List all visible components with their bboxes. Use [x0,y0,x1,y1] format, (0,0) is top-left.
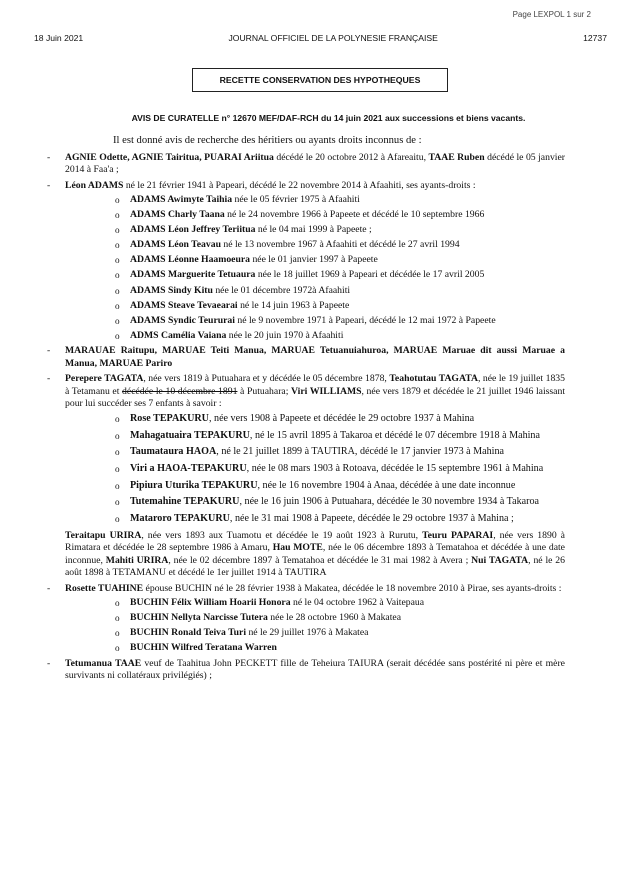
person-name: Mahiti URIRA [105,554,169,566]
entry-detail: née le 28 octobre 1960 à Makatea [267,612,402,624]
section-title-box [192,68,448,92]
entry-detail: , née vers 1893 aux Tuamotu et décédée le 19 août 1923 à Rurutu, [141,529,423,541]
heir-item [115,269,565,282]
entry-detail: , née le 08 mars 1903 à Rotoava, décédée le 15 septembre 1961 à Mahina [246,462,544,474]
bullet-marker: o [115,330,120,341]
person-name: BUCHIN Ronald Teiva Turi [130,627,247,639]
person-name: TAAE Ruben [428,151,485,163]
heir-item [115,429,565,443]
person-name: ADAMS Awimyte Taihia [130,194,233,205]
person-name: ADAMS Léon Teavau [130,239,221,251]
entry-detail: née le 01 janvier 1997 à Papeete [250,254,378,266]
entry-detail: , née le 31 mai 1908 à Papeete, décédée le 29 octobre 1937 à Mahina ; [229,512,514,524]
bullet-marker: o [115,430,120,441]
heir-item [115,299,565,313]
heir-item [115,412,565,426]
entries-list [65,152,565,683]
person-name: Pipiura Uturika TEPAKURU [130,479,258,491]
entry-detail: né le 13 novembre 1967 à Afaahiti et décédé le 27 avril 1994 [220,239,460,251]
person-name: BUCHIN Nellyta Narcisse Tutera [130,612,268,624]
entry-detail: , née le 02 décembre 1897 à Tematahoa et décédée le 31 mai 1982 à Avera ; [168,554,472,566]
heir-item [115,329,565,343]
bullet-marker: o [115,240,120,251]
struck-text: décédée le 10 décembre 1891 [122,385,238,397]
entry-text [65,373,565,411]
bullet-marker: o [115,480,120,491]
bullet-marker: o [115,463,120,474]
bullet-marker: o [115,643,120,654]
heir-item [115,254,565,267]
heir-item [115,314,565,328]
entry-detail: , né le 21 juillet 1899 à TAUTIRA, décédé le 17 janvier 1973 à Mahina [216,446,504,458]
succession-entry [65,345,565,370]
person-name: Teahotutau TAGATA [389,373,478,385]
heirs-list [65,194,565,342]
person-name: ADAMS Syndic Teururai [130,314,235,326]
entry-detail: née le 01 décembre 1972à Afaahiti [212,284,351,296]
bullet-marker: o [115,513,120,524]
person-name: Rose TEPAKURU [130,412,209,424]
person-name: Tetumanua TAAE [65,657,142,669]
entry-text [65,152,565,177]
heir-item [115,479,565,493]
journal-header [34,33,607,43]
bullet-marker: o [115,613,120,624]
entry-detail: , né le 26 août 1898 à TETAMANU et décédé le 1er juillet 1914 à TAUTIRA [65,554,565,579]
header-page-number: 12737 [583,33,607,43]
person-name: Mahagatuaira TEPAKURU [130,429,250,441]
intro-text: Il est donné avis de recherche des héritiers ou ayants droits inconnus de : [113,135,422,146]
entry-detail: , née vers 1890 à Rimatara et décédée le 28 septembre 1986 à Amaru, [65,529,565,554]
person-name: Mataroro TEPAKURU [130,512,230,524]
heir-item [115,642,565,655]
person-name: MARAUAE Raitupu, MARUAE Teiti Manua, MARUAE Tetuanuiahuroa, MARUAE Maruae dit aussi Maruae a Manua, MARUAE Pariro [65,345,565,369]
bullet-marker: o [115,285,120,296]
entry-detail: né le 24 novembre 1966 à Papeete et décédé le 10 septembre 1966 [224,209,485,221]
heirs-list [65,597,565,655]
heirs-list [65,413,565,526]
entry-text [65,658,565,683]
person-name: Perepere TAGATA [65,373,144,385]
entry-detail: né le 04 mai 1999 à Papeete ; [255,224,372,236]
entry-detail: , née vers 1819 à Putuahara et y décédée le 05 décembre 1878, [143,373,390,385]
avis-title: AVIS DE CURATELLE n° 12670 MEF/DAF-RCH du 14 juin 2021 aux successions et biens vacants. [131,113,526,123]
person-name: BUCHIN Félix William Hoarii Honora [130,597,291,609]
header-journal-title: JOURNAL OFFICIEL DE LA POLYNESIE FRANÇAISE [228,33,438,43]
entry-detail: , née vers 1879 et décédée le 21 juillet 1946 laissant pour lui succéder ses 7 enfants à savoir : [65,385,566,410]
entry-detail: , née le 06 décembre 1893 à Tematahoa et décédée à une date inconnue, [65,542,565,566]
bullet-marker: o [115,497,120,508]
person-name: Hau MOTE [272,542,323,554]
entry-text [65,180,565,193]
bullet-marker: o [115,447,120,458]
bullet-marker: o [115,210,120,221]
heir-item [115,597,565,610]
person-name: Teuru PAPARAI [422,529,494,541]
person-name: ADAMS Marguerite Tetuaura [130,269,256,281]
entry-detail: née le 05 février 1975 à Afaahiti [232,194,360,205]
bullet-marker: o [115,225,120,236]
bullet-marker: o [115,628,120,639]
person-name: ADAMS Sindy Kitu [130,284,213,296]
person-name: ADMS Camélia Vaiana [130,329,227,341]
succession-entry [65,530,565,580]
bullet-marker: o [115,315,120,326]
person-name: Léon ADAMS [65,179,124,191]
bullet-marker: o [115,300,120,311]
bullet-marker: o [115,195,120,205]
entry-detail: , née le 16 novembre 1904 à Anaa, décédée à une date inconnue [257,479,516,491]
entry-detail: , née le 16 juin 1906 à Putuahara, décédée le 30 novembre 1934 à Takaroa [239,496,540,508]
document-body [65,135,565,686]
heir-item [115,627,565,640]
bullet-marker: o [115,413,120,424]
heir-item [115,224,565,237]
entry-detail: décédé le 05 janvier 2014 à Faa'a ; [65,151,566,175]
succession-entry [65,658,565,683]
entry-detail: , née vers 1908 à Papeete et décédée le 29 octobre 1937 à Mahina [208,412,475,424]
entry-detail: né le 9 novembre 1971 à Papeari, décédé le 12 mai 1972 à Papeete [234,314,496,326]
entry-text [65,345,565,370]
entry-detail: , né le 15 avril 1895 à Takaroa et décédé le 07 décembre 1918 à Mahina [249,429,540,441]
entry-detail: née le 20 juin 1970 à Afaahiti [226,329,344,341]
heir-item [115,284,565,298]
person-name: Viri WILLIAMS [291,385,362,397]
section-title: RECETTE CONSERVATION DES HYPOTHEQUES [219,75,421,85]
succession-entry [65,373,565,525]
entry-detail: décédé le 20 octobre 2012 à Afareaitu, [273,151,429,163]
heir-item [115,239,565,252]
entry-text [65,530,565,580]
header-date: 18 Juin 2021 [34,33,84,43]
succession-entry [65,583,565,655]
entry-detail: né le 21 février 1941 à Papeari, décédé le 22 novembre 2014 à Afaahiti, ses ayants-droits : [123,179,476,191]
entry-detail: veuf de Taahitua John PECKETT fille de Teheiura TAIURA (serait décédée sans postérité ni père et mère survivants ni collatéraux privilégiés) ; [65,657,565,682]
heir-item [115,209,565,222]
entry-detail: né le 14 juin 1963 à Papeete [237,299,350,311]
person-name: Rosette TUAHINE [65,582,144,594]
person-name: AGNIE Odette, AGNIE Tairitua, PUARAI Ariitua [65,151,274,163]
person-name: ADAMS Léonne Haamoeura [130,254,251,266]
entry-detail: né le 29 juillet 1976 à Makatea [246,627,369,639]
bullet-marker: o [115,270,120,281]
person-name: ADAMS Charly Taana [130,209,225,221]
person-name: Teraitapu URIRA [65,529,142,541]
entry-detail: née le 18 juillet 1969 à Papeari et décédée le 17 avril 2005 [255,269,485,281]
person-name: Taumataura HAOA [130,446,217,458]
entry-detail: épouse BUCHIN né le 28 février 1938 à Makatea, décédée le 18 novembre 2010 à Pirae, ses ayants-droits : [143,582,562,594]
entry-detail: né le 04 octobre 1962 à Vaitepaua [290,597,425,609]
heir-item [115,496,565,509]
entry-text [65,583,565,596]
succession-entry [65,180,565,343]
person-name: ADAMS Léon Jeffrey Teriitua [130,224,256,236]
entry-detail: , née le 19 juillet 1835 à Tetamanu et [65,373,565,397]
person-name: ADAMS Steave Tevaearai [130,299,238,311]
person-name: Tutemahine TEPAKURU [130,496,240,508]
heir-item [115,194,565,207]
bullet-marker: o [115,255,120,266]
heir-item [115,446,565,459]
person-name: Nui TAGATA [471,554,529,566]
bullet-marker: o [115,598,120,609]
heir-item [115,612,565,625]
page-index: Page LEXPOL 1 sur 2 [512,10,591,19]
person-name: BUCHIN Wilfred Teratana Warren [130,642,277,654]
entry-detail: à Putuahara; [237,385,292,397]
heir-item [115,462,565,476]
heir-item [115,512,565,526]
person-name: Viri a HAOA-TEPAKURU [130,462,247,474]
succession-entry [65,152,565,177]
